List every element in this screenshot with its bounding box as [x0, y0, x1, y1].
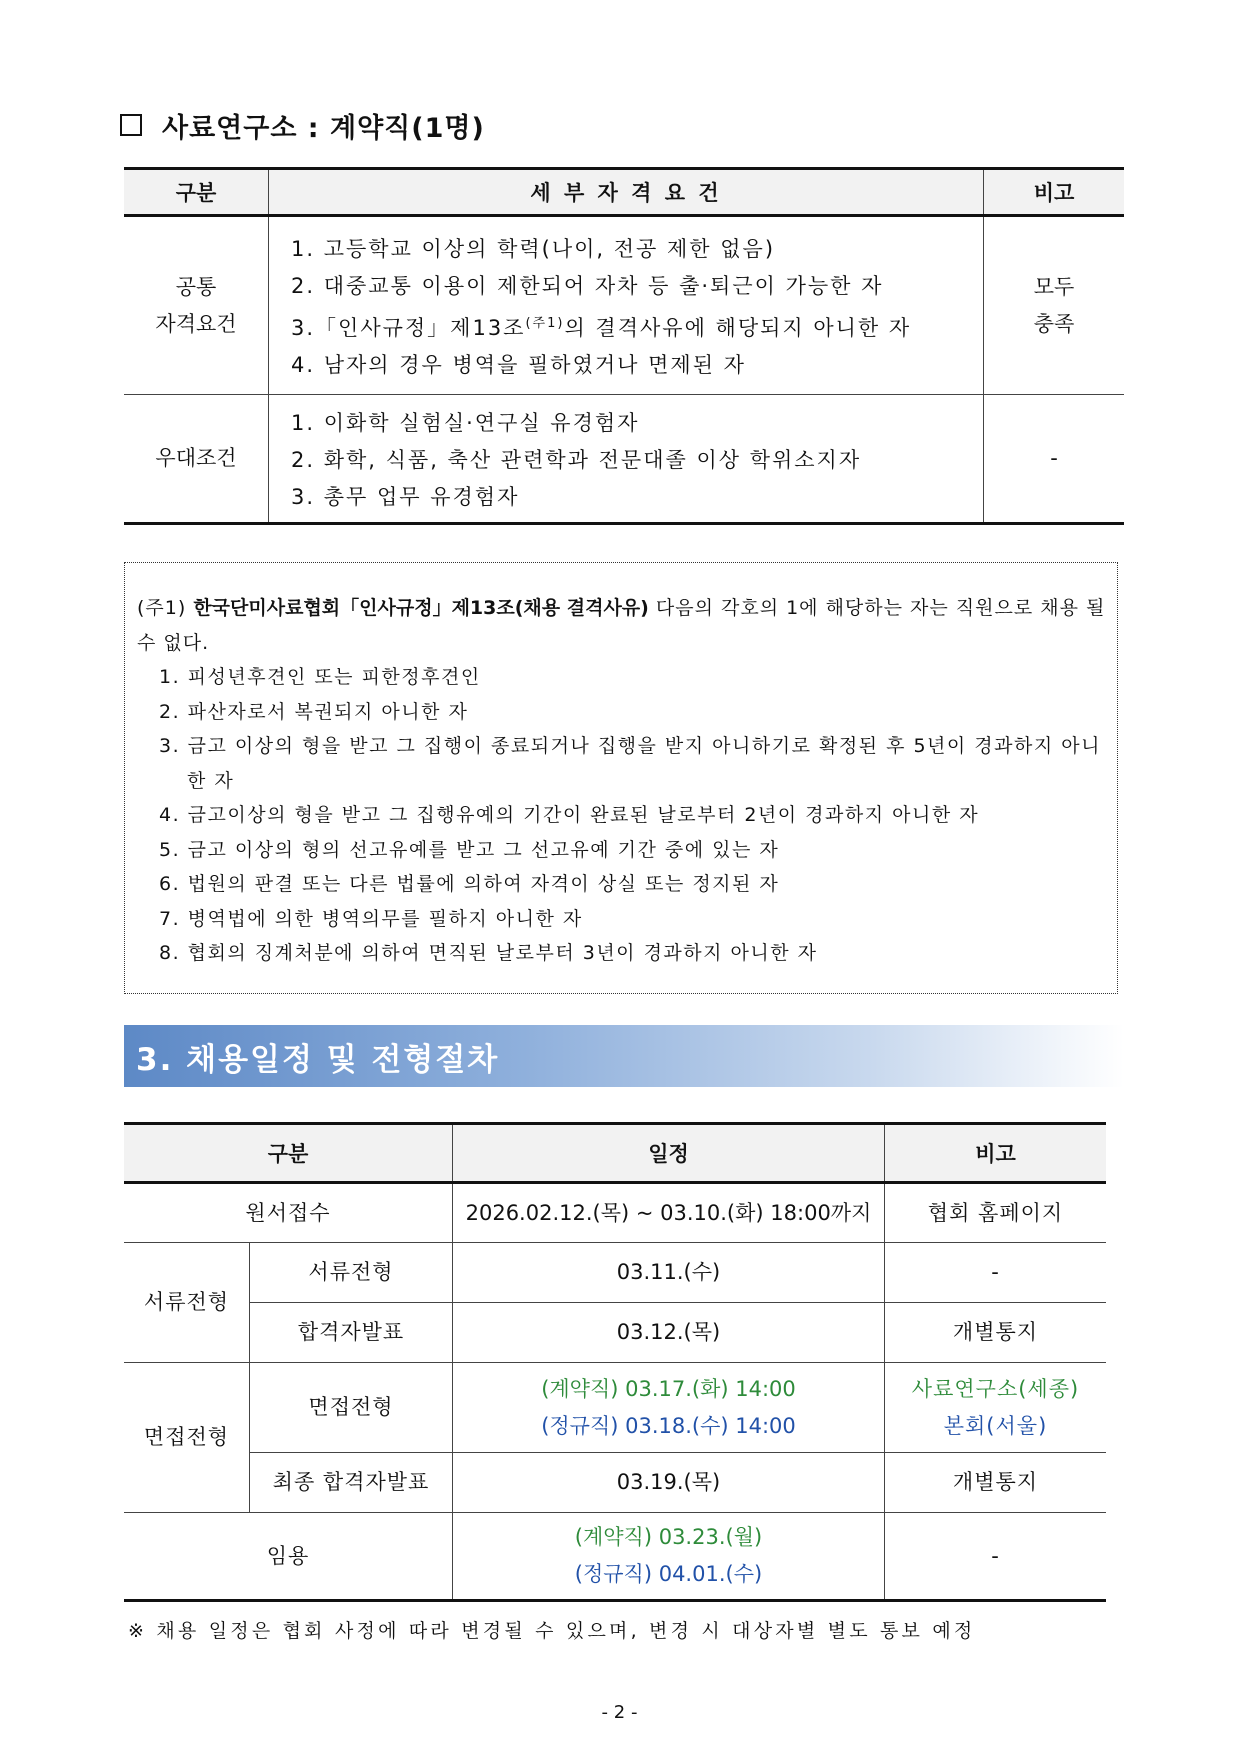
- note-lead: (주1) 한국단미사료협회「인사규정」제13조(채용 결격사유) 다음의 각호의 1에 해당하는 자는 직원으로 채용 될 수 없다.: [137, 597, 1106, 654]
- table-row: [124, 1183, 1106, 1243]
- list-item: 8. 협회의 징계처분에 의하여 면직된 날로부터 3년이 경과하지 아니한 자: [159, 942, 818, 964]
- interview-date-contract: (계약직) 03.17.(화) 14:00: [541, 1376, 796, 1401]
- list-item: 7. 병역법에 의한 병역의무를 필하지 아니한 자: [159, 907, 583, 930]
- page-number: - 2 -: [601, 1702, 638, 1723]
- doc-result-note: 개별통지: [885, 1303, 1107, 1363]
- apply-date: 2026.02.12.(목) ~ 03.10.(화) 18:00까지: [453, 1183, 885, 1243]
- table-row: [124, 1453, 1106, 1513]
- hire-date-regular: (정규직) 04.01.(수): [574, 1562, 763, 1586]
- table-row: [124, 395, 1124, 524]
- note-bold-title: 한국단미사료협회「인사규정」제13조(채용 결격사유): [193, 597, 649, 619]
- list-item: 1. 고등학교 이상의 학력(나이, 전공 제한 없음): [291, 237, 776, 261]
- table-row: [124, 1513, 1106, 1601]
- list-item: 3. 총무 업무 유경험자: [291, 485, 520, 509]
- qualification-header-row: [124, 169, 1124, 216]
- doc-group-label: 서류전형: [124, 1243, 250, 1363]
- row-category-common: 공통 자격요건: [124, 216, 269, 395]
- interview-screen-dates: [453, 1363, 885, 1453]
- header-schedule: 일정: [453, 1124, 885, 1183]
- header-category: 구분: [124, 1124, 453, 1183]
- hire-date-contract: (계약직) 03.23.(월): [574, 1525, 763, 1549]
- interview-screen-label: 면접전형: [250, 1363, 453, 1453]
- interview-place-regular: 본회(서울): [943, 1413, 1048, 1438]
- doc-screen-label: 서류전형: [250, 1243, 453, 1303]
- list-item: 2. 대중교통 이용이 제한되어 자차 등 출·퇴근이 가능한 자: [291, 274, 884, 298]
- row-items-preferred: [269, 395, 984, 524]
- section-heading: [120, 102, 485, 148]
- row-note-common: 모두 충족: [984, 216, 1125, 395]
- apply-label: 원서접수: [124, 1183, 453, 1243]
- checkbox-square-icon: [120, 114, 142, 136]
- table-row: [124, 1243, 1106, 1303]
- schedule-banner: 3. 채용일정 및 전형절차: [124, 1025, 1124, 1087]
- list-item: 3.「인사규정」제13조$^{(주1)}$의 결격사유에 해당되지 아니한 자: [291, 316, 912, 340]
- list-item: 3. 금고 이상의 형을 받고 그 집행이 종료되거나 집행을 받지 아니하기로 확정된 후 5년이 경과하지 아니한 자: [159, 735, 1101, 792]
- header-requirements: 세 부 자 격 요 건: [269, 169, 984, 216]
- header-note: 비고: [984, 169, 1125, 216]
- qualification-table: [124, 167, 1124, 525]
- apply-note: 협회 홈페이지: [885, 1183, 1107, 1243]
- table-row: [124, 1363, 1106, 1453]
- schedule-header-row: [124, 1124, 1106, 1183]
- row-items-common: [269, 216, 984, 395]
- list-item: 4. 남자의 경우 병역을 필하였거나 면제된 자: [291, 353, 746, 377]
- final-result-date: 03.19.(목): [453, 1453, 885, 1513]
- hire-dates: [453, 1513, 885, 1601]
- header-note: 비고: [885, 1124, 1107, 1183]
- section-title-text: 사료연구소 : 계약직(1명): [162, 112, 485, 144]
- interview-group-label: 면접전형: [124, 1363, 250, 1513]
- doc-screen-note: -: [885, 1243, 1107, 1303]
- table-row: [124, 216, 1124, 395]
- interview-date-regular: (정규직) 03.18.(수) 14:00: [541, 1413, 796, 1438]
- list-item: 5. 금고 이상의 형의 선고유예를 받고 그 선고유예 기간 중에 있는 자: [159, 838, 780, 861]
- doc-screen-date: 03.11.(수): [453, 1243, 885, 1303]
- hire-label: 임용: [124, 1513, 453, 1601]
- note-list: [137, 660, 1107, 971]
- table-row: [124, 1303, 1106, 1363]
- doc-result-label: 합격자발표: [250, 1303, 453, 1363]
- list-item: 4. 금고이상의 형을 받고 그 집행유예의 기간이 완료된 날로부터 2년이 경과하지 아니한 자: [159, 804, 980, 826]
- list-item: 1. 이화학 실험실·연구실 유경험자: [291, 411, 640, 435]
- list-item: 2. 파산자로서 복권되지 아니한 자: [159, 700, 469, 723]
- hire-note: -: [885, 1513, 1107, 1601]
- header-category: 구분: [124, 169, 269, 216]
- schedule-footnote: ※ 채용 일정은 협회 사정에 따라 변경될 수 있으며, 변경 시 대상자별 별도 통보 예정: [128, 1620, 976, 1642]
- final-result-note: 개별통지: [885, 1453, 1107, 1513]
- final-result-label: 최종 합격자발표: [250, 1453, 453, 1513]
- interview-place-contract: 사료연구소(세종): [911, 1376, 1080, 1401]
- list-item: 2. 화학, 식품, 축산 관련학과 전문대졸 이상 학위소지자: [291, 448, 862, 472]
- footnote-ref: (주1): [525, 316, 565, 331]
- schedule-table: [124, 1122, 1106, 1602]
- row-note-preferred: -: [984, 395, 1125, 524]
- list-item: 6. 법원의 판결 또는 다른 법률에 의하여 자격이 상실 또는 정지된 자: [159, 873, 780, 895]
- disqualification-note-box: [124, 562, 1118, 994]
- doc-result-date: 03.12.(목): [453, 1303, 885, 1363]
- row-category-preferred: 우대조건: [124, 395, 269, 524]
- list-item: 1. 피성년후견인 또는 피한정후견인: [159, 666, 481, 688]
- interview-screen-notes: [885, 1363, 1107, 1453]
